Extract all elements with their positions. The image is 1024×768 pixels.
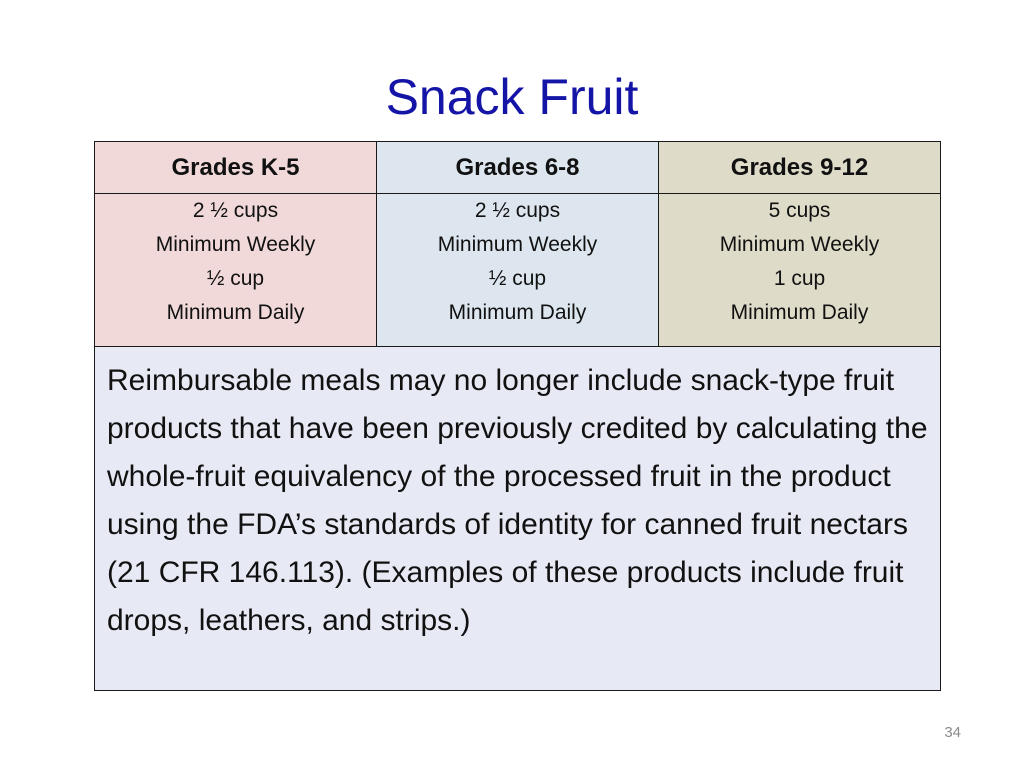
daily-label: Minimum Daily <box>448 301 587 324</box>
weekly-amount: 2 ½ cups <box>474 199 561 222</box>
weekly-label: Minimum Weekly <box>437 233 598 256</box>
weekly-label: Minimum Weekly <box>155 233 316 256</box>
values-cell-9-12 <box>659 194 941 347</box>
values-row <box>95 194 941 347</box>
header-grades-k5: Grades K-5 <box>95 142 377 194</box>
header-grades-9-12: Grades 9-12 <box>659 142 941 194</box>
weekly-amount: 5 cups <box>768 199 831 222</box>
note-text: Reimbursable meals may no longer include snack-type fruit products that have been previously credited by calculating the whole-fruit equivalency of the processed fruit in the product using the FDA’s standards of identity for canned fruit nectars (21 CFR 146.113). (Examples of these products include fruit drops, leathers, and strips.) <box>95 347 941 691</box>
weekly-label: Minimum Weekly <box>719 233 880 256</box>
values-cell-6-8 <box>377 194 659 347</box>
slide-title: Snack Fruit <box>385 69 639 125</box>
daily-label: Minimum Daily <box>166 301 305 324</box>
page-number: 34 <box>944 724 961 741</box>
weekly-amount: 2 ½ cups <box>192 199 279 222</box>
note-row <box>95 347 941 691</box>
daily-label: Minimum Daily <box>730 301 869 324</box>
grades-table <box>94 141 941 691</box>
values-cell-k5 <box>95 194 377 347</box>
daily-amount: ½ cup <box>488 267 547 290</box>
daily-amount: ½ cup <box>206 267 265 290</box>
header-row <box>95 142 941 194</box>
daily-amount: 1 cup <box>773 267 826 290</box>
header-grades-6-8: Grades 6-8 <box>377 142 659 194</box>
